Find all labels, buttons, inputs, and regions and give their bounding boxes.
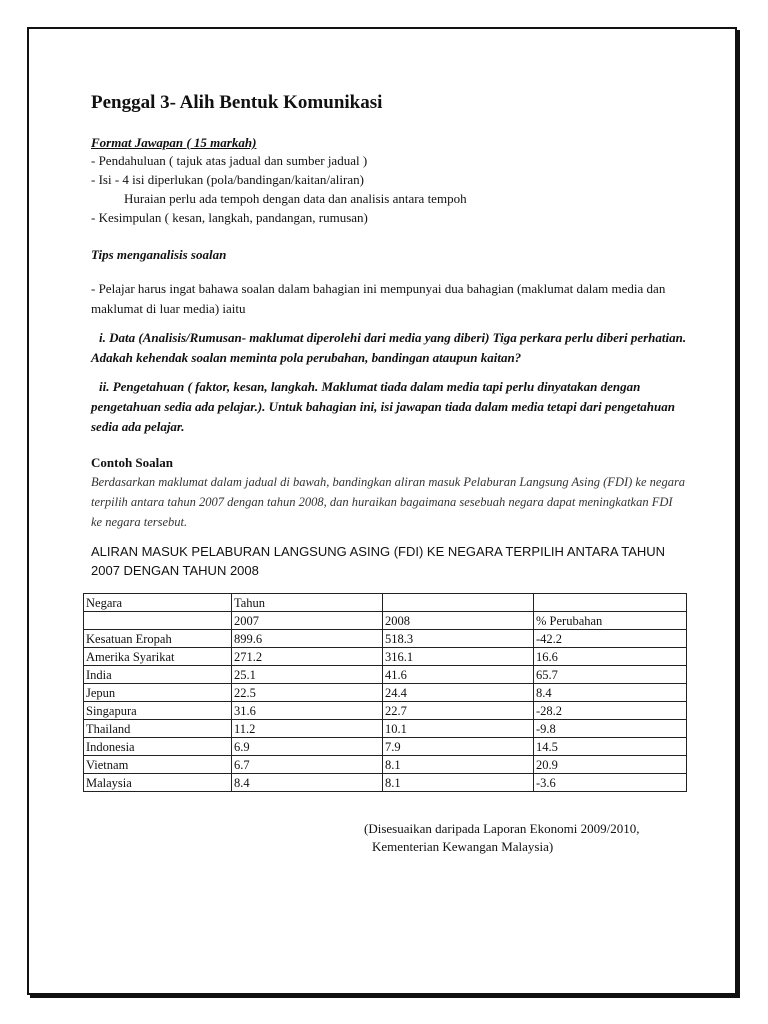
cell-country: Malaysia [84,774,232,792]
cell-change: 65.7 [534,666,687,684]
cell-2008: 316.1 [383,648,534,666]
cell-2008: 22.7 [383,702,534,720]
fdi-table [83,593,687,792]
format-line: - Isi - 4 isi diperlukan (pola/bandingan/kaitan/aliran) [91,172,364,187]
cell-2008: 10.1 [383,720,534,738]
cell-2007: 31.6 [232,702,383,720]
cell-change: -3.6 [534,774,687,792]
cell-change: 16.6 [534,648,687,666]
source-line: (Disesuaikan daripada Laporan Ekonomi 2009/2010, [364,821,640,836]
format-line: - Kesimpulan ( kesan, langkah, pandangan, rumusan) [91,210,368,225]
cell-2007: 6.9 [232,738,383,756]
cell-change: -28.2 [534,702,687,720]
cell-2008: 518.3 [383,630,534,648]
cell-change: 8.4 [534,684,687,702]
cell-2007: 22.5 [232,684,383,702]
tips-point-pengetahuan: ii. Pengetahuan ( faktor, kesan, langkah. Maklumat tiada dalam media tapi perlu dinyatakan dengan pengetahuan sedia ada pelajar.). Untuk bahagian ini, isi jawapan tiada dalam media tetapi dari pengetahuan sedia ada pelajar. [91,379,675,434]
contoh-question: Berdasarkan maklumat dalam jadual di bawah, bandingkan aliran masuk Pelaburan Langsung Asing (FDI) ke negara terpilih antara tahun 2007 dengan tahun 2008, dan huraikan bagaimana sesebuah negara dapat meningkatkan FDI ke negara tersebut. [91,475,686,529]
cell-change: 20.9 [534,756,687,774]
cell-country: Thailand [84,720,232,738]
table-row [84,666,687,684]
cell-country: India [84,666,232,684]
cell-change: 14.5 [534,738,687,756]
cell-change: -9.8 [534,720,687,738]
cell-country: Jepun [84,684,232,702]
tips-point-data: i. Data (Analisis/Rumusan- maklumat diperolehi dari media yang diberi) Tiga perkara perlu diberi perhatian. Adakah kehendak soalan meminta pola perubahan, bandingan ataupun kaitan? [91,330,687,365]
cell-2007: 25.1 [232,666,383,684]
format-line: Huraian perlu ada tempoh dengan data dan analisis antara tempoh [124,191,467,206]
header-2008: 2008 [383,612,534,630]
header-empty [383,594,534,612]
cell-2008: 41.6 [383,666,534,684]
page-title: Penggal 3- Alih Bentuk Komunikasi [91,92,383,113]
table-row [84,648,687,666]
table-row [84,720,687,738]
cell-2008: 8.1 [383,756,534,774]
cell-2007: 8.4 [232,774,383,792]
cell-2007: 899.6 [232,630,383,648]
cell-country: Kesatuan Eropah [84,630,232,648]
cell-country: Vietnam [84,756,232,774]
source-line: Kementerian Kewangan Malaysia) [372,839,554,854]
header-negara: Negara [84,594,232,612]
header-2007: 2007 [232,612,383,630]
cell-country: Singapura [84,702,232,720]
header-change: % Perubahan [534,612,687,630]
cell-2008: 7.9 [383,738,534,756]
table-row [84,702,687,720]
header-empty [534,594,687,612]
cell-2007: 11.2 [232,720,383,738]
format-heading: Format Jawapan ( 15 markah) [91,135,257,150]
tips-intro: - Pelajar harus ingat bahawa soalan dalam bahagian ini mempunyai dua bahagian (maklumat dalam media dan maklumat di luar media) iaitu [91,281,666,316]
table-subheader-row [84,612,687,630]
table-row [84,756,687,774]
table-source [364,820,639,856]
cell-change: -42.2 [534,630,687,648]
table-title: ALIRAN MASUK PELABURAN LANGSUNG ASING (FDI) KE NEGARA TERPILIH ANTARA TAHUN 2007 DENGAN TAHUN 2008 [91,544,666,578]
table-row [84,684,687,702]
format-line: - Pendahuluan ( tajuk atas jadual dan sumber jadual ) [91,153,368,168]
contoh-heading: Contoh Soalan [91,455,173,470]
table-row [84,630,687,648]
table-header-row [84,594,687,612]
cell-2008: 8.1 [383,774,534,792]
cell-country: Amerika Syarikat [84,648,232,666]
table-row [84,738,687,756]
cell-2007: 271.2 [232,648,383,666]
tips-heading: Tips menganalisis soalan [91,247,227,262]
cell-country: Indonesia [84,738,232,756]
header-tahun: Tahun [232,594,383,612]
table-row [84,774,687,792]
cell-2008: 24.4 [383,684,534,702]
header-empty [84,612,232,630]
cell-2007: 6.7 [232,756,383,774]
